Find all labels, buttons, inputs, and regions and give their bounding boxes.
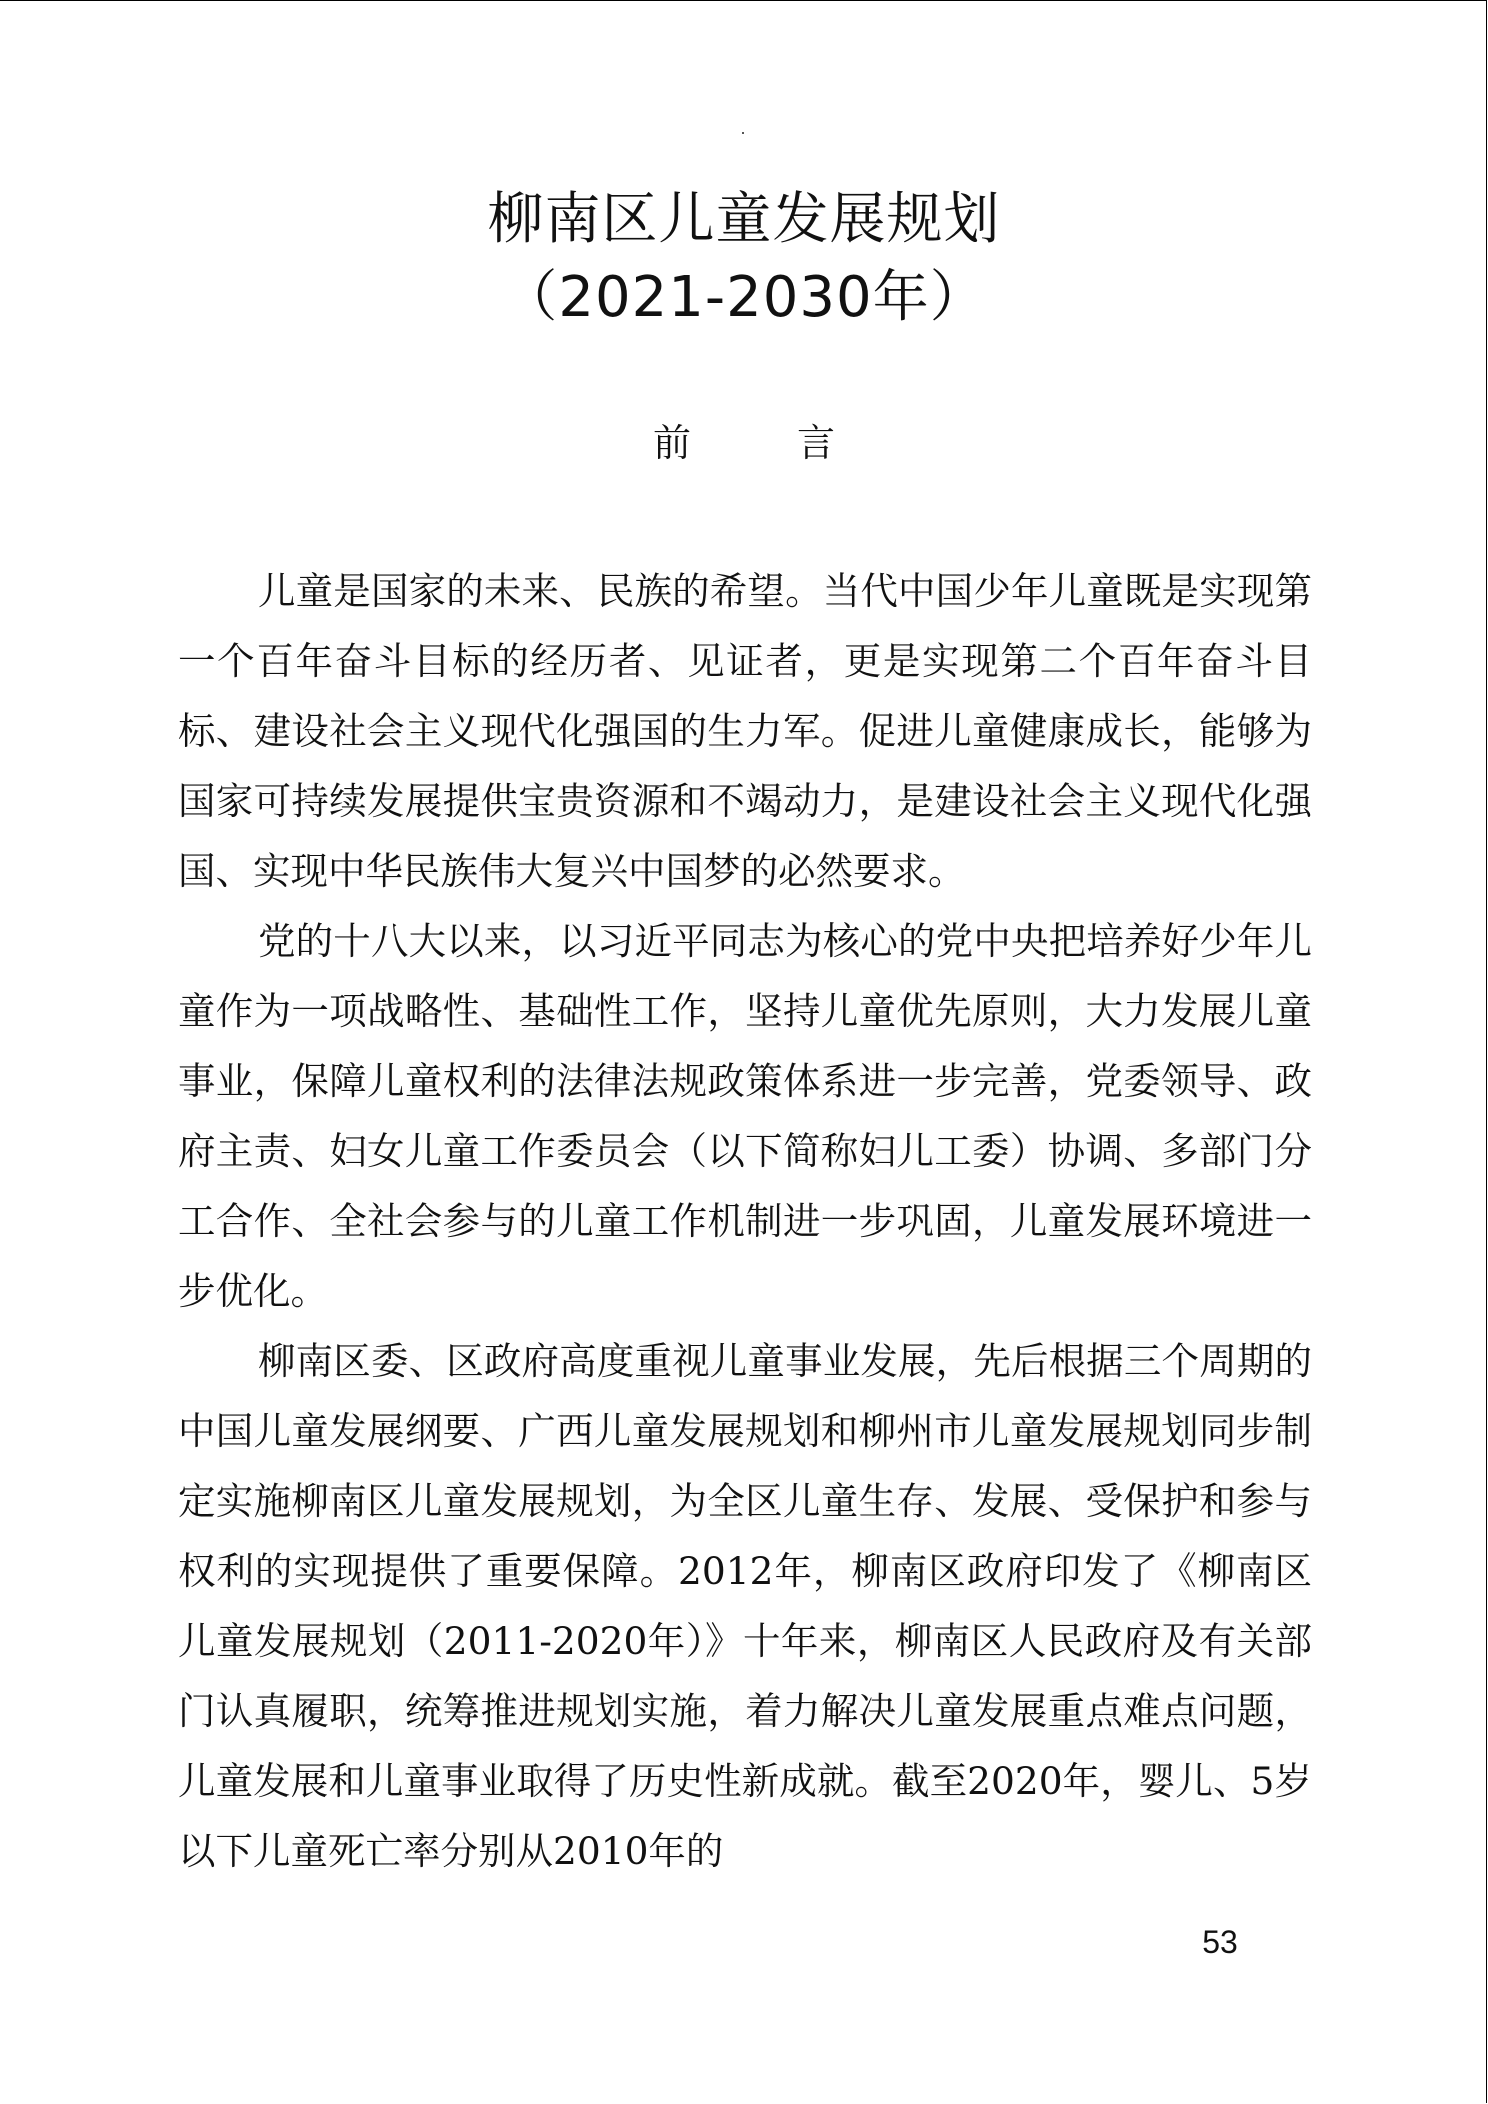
document-subtitle: （2021-2030年） [501, 265, 987, 330]
paragraph: 柳南区委、区政府高度重视儿童事业发展，先后根据三个周期的中国儿童发展纲要、广西儿童发展规划和柳州市儿童发展规划同步制定实施柳南区儿童发展规划，为全区儿童生存、发展、受保护和参与权利的实现提供了重要保障。2012年，柳南区政府印发了《柳南区儿童发展规划（2011-2020年）》十年来，柳南区人民政府及有关部门认真履职，统筹推进规划实施，着力解决儿童发展重点难点问题，儿童发展和儿童事业取得了历史性新成就。截至2020年，婴儿、5岁以下儿童死亡率分别从2010年的 [178, 1339, 1312, 1873]
print-speck [742, 132, 744, 134]
body-text [178, 556, 1312, 1886]
section-heading-preface: 前 言 [652, 421, 869, 465]
paragraph: 党的十八大以来，以习近平同志为核心的党中央把培养好少年儿童作为一项战略性、基础性工作，坚持儿童优先原则，大力发展儿童事业，保障儿童权利的法律法规政策体系进一步完善，党委领导、政府主责、妇女儿童工作委员会（以下简称妇儿工委）协调、多部门分工合作、全社会参与的儿童工作机制进一步巩固，儿童发展环境进一步优化。 [178, 919, 1312, 1313]
paragraph: 儿童是国家的未来、民族的希望。当代中国少年儿童既是实现第一个百年奋斗目标的经历者、见证者，更是实现第二个百年奋斗目标、建设社会主义现代化强国的生力军。促进儿童健康成长，能够为国家可持续发展提供宝贵资源和不竭动力，是建设社会主义现代化强国、实现中华民族伟大复兴中国梦的必然要求。 [178, 569, 1312, 893]
document-title: 柳南区儿童发展规划 [487, 187, 1001, 252]
page-number: 53 [1202, 1924, 1238, 1960]
